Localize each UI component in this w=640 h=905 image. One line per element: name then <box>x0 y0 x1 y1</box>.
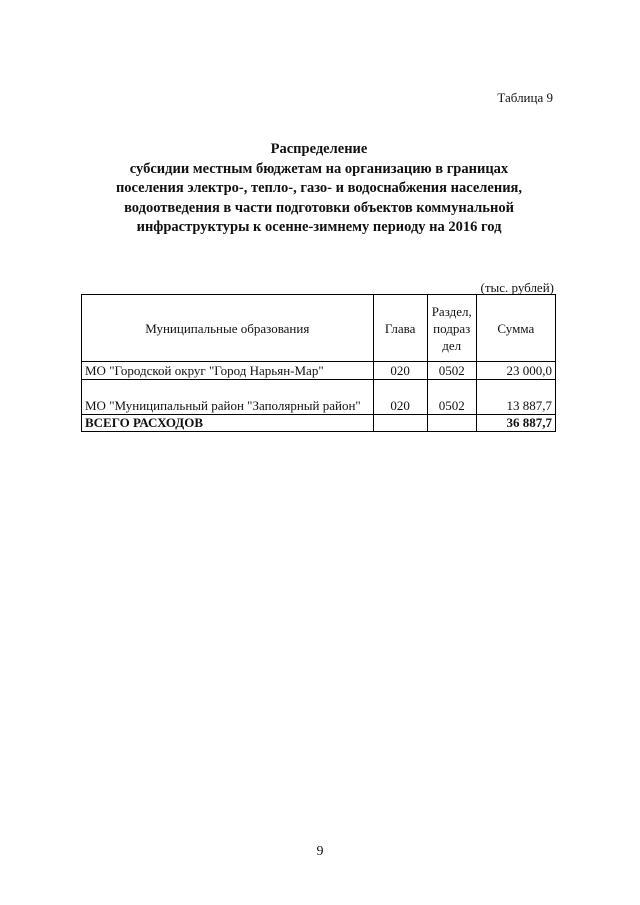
cell-razdel: 0502 <box>427 362 476 380</box>
table-header-row <box>82 295 556 362</box>
page-number: 9 <box>316 844 324 859</box>
document-title <box>80 140 558 238</box>
title-line: субсидии местным бюджетам на организацию в границах <box>129 160 509 177</box>
header-razdel <box>427 295 476 362</box>
cell-summa: 13 887,7 <box>476 380 555 415</box>
title-line: Распределение <box>270 141 368 157</box>
table-row <box>82 362 556 380</box>
table-number-label: Таблица 9 <box>497 90 553 105</box>
units-label: (тыс. рублей) <box>480 280 554 295</box>
cell-glava: 020 <box>373 380 427 415</box>
header-razdel-line: Раздел, <box>431 303 472 319</box>
cell-summa: 23 000,0 <box>476 362 555 380</box>
cell-municipality: МО "Городской округ "Город Нарьян-Мар" <box>82 362 374 380</box>
header-municipalities: Муниципальные образования <box>82 295 374 362</box>
total-row <box>82 415 556 432</box>
header-razdel-line: дел <box>442 337 462 353</box>
cell-glava: 020 <box>373 362 427 380</box>
header-glava: Глава <box>373 295 427 362</box>
total-razdel-empty <box>427 415 476 432</box>
cell-municipality: МО "Муниципальный район "Заполярный район" <box>82 380 374 415</box>
title-line: поселения электро-, тепло-, газо- и водоснабжения населения, <box>115 180 523 196</box>
title-line: водоотведения в части подготовки объектов коммунальной <box>124 199 514 216</box>
total-label: ВСЕГО РАСХОДОВ <box>82 415 374 432</box>
header-summa: Сумма <box>476 295 555 362</box>
cell-razdel: 0502 <box>427 380 476 415</box>
total-summa: 36 887,7 <box>476 415 555 432</box>
header-razdel-line: подраз <box>433 320 471 336</box>
total-glava-empty <box>373 415 427 432</box>
subsidy-table <box>81 294 556 432</box>
title-line: инфраструктуры к осенне-зимнему периоду на 2016 год <box>136 219 502 235</box>
table-row <box>82 380 556 415</box>
